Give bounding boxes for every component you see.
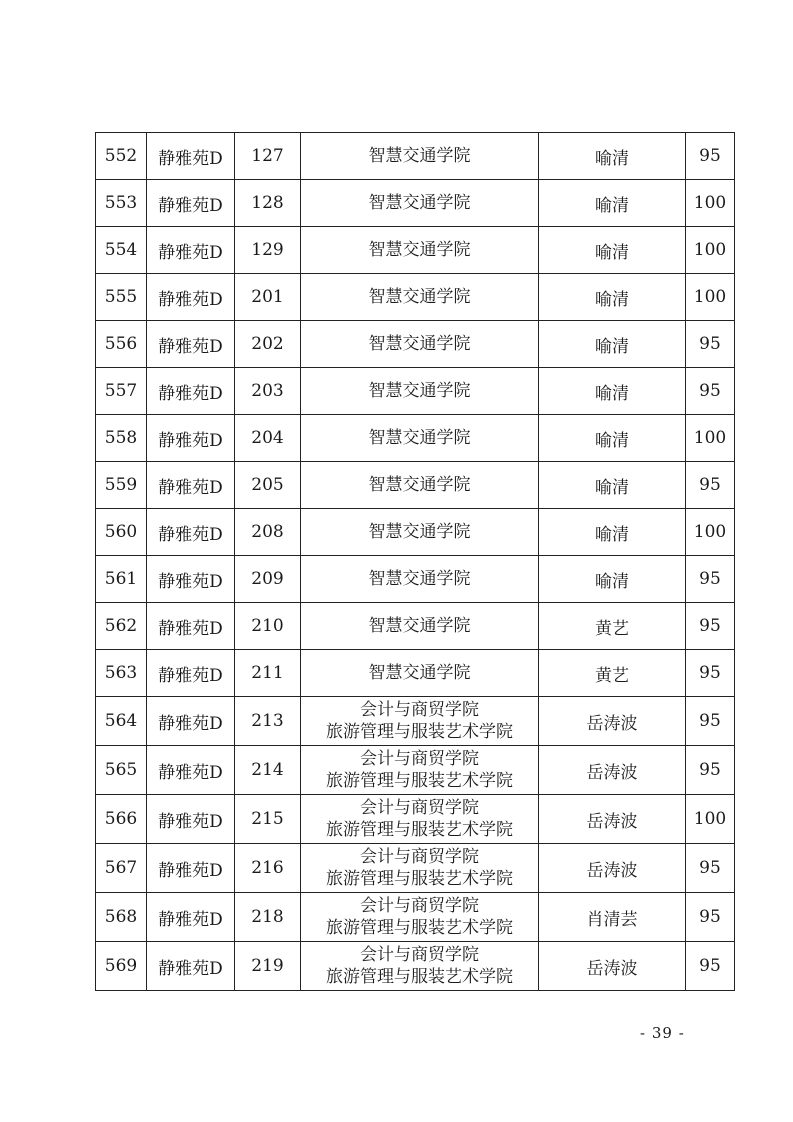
row-number-cell: 556 xyxy=(96,321,147,368)
row-number-cell: 562 xyxy=(96,603,147,650)
room-number-cell: 214 xyxy=(235,746,301,795)
table-row xyxy=(96,844,735,893)
score-cell: 95 xyxy=(686,942,735,991)
score-cell: 95 xyxy=(686,368,735,415)
college-cell xyxy=(301,603,539,650)
college-name: 旅游管理与服装艺术学院 xyxy=(326,820,513,840)
row-number-cell: 566 xyxy=(96,795,147,844)
college-cell xyxy=(301,942,539,991)
score-cell: 100 xyxy=(686,180,735,227)
table-row xyxy=(96,697,735,746)
room-number-cell: 205 xyxy=(235,462,301,509)
room-number-cell: 202 xyxy=(235,321,301,368)
score-cell: 100 xyxy=(686,274,735,321)
room-number-cell: 204 xyxy=(235,415,301,462)
teacher-cell: 喻清 xyxy=(539,368,686,415)
row-number-cell: 563 xyxy=(96,650,147,697)
college-name: 旅游管理与服装艺术学院 xyxy=(326,869,513,889)
table-row xyxy=(96,746,735,795)
room-number-cell: 218 xyxy=(235,893,301,942)
row-number-cell: 552 xyxy=(96,133,147,180)
page-number: - 39 - xyxy=(640,1024,685,1042)
teacher-cell: 黄艺 xyxy=(539,650,686,697)
teacher-cell: 喻清 xyxy=(539,227,686,274)
row-number-cell: 569 xyxy=(96,942,147,991)
building-cell: 静雅苑D xyxy=(147,180,235,227)
college-name: 智慧交通学院 xyxy=(368,522,471,542)
college-name: 智慧交通学院 xyxy=(368,475,471,495)
teacher-cell: 喻清 xyxy=(539,462,686,509)
row-number-cell: 568 xyxy=(96,893,147,942)
row-number-cell: 565 xyxy=(96,746,147,795)
building-cell: 静雅苑D xyxy=(147,650,235,697)
college-cell xyxy=(301,133,539,180)
college-name: 会计与商贸学院 xyxy=(360,945,479,965)
teacher-cell: 肖清芸 xyxy=(539,893,686,942)
college-name: 智慧交通学院 xyxy=(368,334,471,354)
college-name: 智慧交通学院 xyxy=(368,616,471,636)
teacher-cell: 岳涛波 xyxy=(539,746,686,795)
building-cell: 静雅苑D xyxy=(147,415,235,462)
room-number-cell: 203 xyxy=(235,368,301,415)
room-number-cell: 210 xyxy=(235,603,301,650)
college-cell xyxy=(301,227,539,274)
college-cell xyxy=(301,697,539,746)
building-cell: 静雅苑D xyxy=(147,556,235,603)
college-name: 会计与商贸学院 xyxy=(360,896,479,916)
table-row xyxy=(96,180,735,227)
college-name: 智慧交通学院 xyxy=(368,569,471,589)
room-number-cell: 216 xyxy=(235,844,301,893)
table-row xyxy=(96,368,735,415)
college-name: 旅游管理与服装艺术学院 xyxy=(326,722,513,742)
room-number-cell: 213 xyxy=(235,697,301,746)
table-row xyxy=(96,556,735,603)
college-name: 智慧交通学院 xyxy=(368,381,471,401)
college-name: 旅游管理与服装艺术学院 xyxy=(326,918,513,938)
row-number-cell: 564 xyxy=(96,697,147,746)
building-cell: 静雅苑D xyxy=(147,697,235,746)
score-cell: 95 xyxy=(686,321,735,368)
college-name: 智慧交通学院 xyxy=(368,146,471,166)
score-cell: 95 xyxy=(686,844,735,893)
room-number-cell: 219 xyxy=(235,942,301,991)
row-number-cell: 559 xyxy=(96,462,147,509)
teacher-cell: 岳涛波 xyxy=(539,844,686,893)
building-cell: 静雅苑D xyxy=(147,509,235,556)
building-cell: 静雅苑D xyxy=(147,321,235,368)
score-cell: 100 xyxy=(686,415,735,462)
table-row xyxy=(96,462,735,509)
score-cell: 95 xyxy=(686,697,735,746)
building-cell: 静雅苑D xyxy=(147,795,235,844)
building-cell: 静雅苑D xyxy=(147,893,235,942)
table-row xyxy=(96,321,735,368)
college-cell xyxy=(301,368,539,415)
score-cell: 95 xyxy=(686,603,735,650)
building-cell: 静雅苑D xyxy=(147,844,235,893)
dormitory-score-table xyxy=(95,132,735,991)
college-cell xyxy=(301,180,539,227)
college-name: 智慧交通学院 xyxy=(368,663,471,683)
table-row xyxy=(96,415,735,462)
room-number-cell: 211 xyxy=(235,650,301,697)
room-number-cell: 127 xyxy=(235,133,301,180)
college-cell xyxy=(301,415,539,462)
score-cell: 95 xyxy=(686,746,735,795)
row-number-cell: 567 xyxy=(96,844,147,893)
college-cell xyxy=(301,509,539,556)
score-cell: 100 xyxy=(686,795,735,844)
teacher-cell: 岳涛波 xyxy=(539,942,686,991)
college-name: 会计与商贸学院 xyxy=(360,700,479,720)
score-cell: 100 xyxy=(686,227,735,274)
college-name: 智慧交通学院 xyxy=(368,240,471,260)
college-name: 智慧交通学院 xyxy=(368,287,471,307)
room-number-cell: 209 xyxy=(235,556,301,603)
table-row xyxy=(96,893,735,942)
score-cell: 95 xyxy=(686,893,735,942)
row-number-cell: 561 xyxy=(96,556,147,603)
room-number-cell: 129 xyxy=(235,227,301,274)
teacher-cell: 喻清 xyxy=(539,556,686,603)
building-cell: 静雅苑D xyxy=(147,133,235,180)
college-name: 智慧交通学院 xyxy=(368,193,471,213)
table-row xyxy=(96,133,735,180)
row-number-cell: 555 xyxy=(96,274,147,321)
table-row xyxy=(96,650,735,697)
score-cell: 95 xyxy=(686,650,735,697)
building-cell: 静雅苑D xyxy=(147,746,235,795)
room-number-cell: 208 xyxy=(235,509,301,556)
teacher-cell: 喻清 xyxy=(539,415,686,462)
college-cell xyxy=(301,556,539,603)
college-name: 旅游管理与服装艺术学院 xyxy=(326,771,513,791)
teacher-cell: 岳涛波 xyxy=(539,697,686,746)
college-cell xyxy=(301,462,539,509)
table-row xyxy=(96,603,735,650)
college-cell xyxy=(301,893,539,942)
teacher-cell: 岳涛波 xyxy=(539,795,686,844)
teacher-cell: 喻清 xyxy=(539,133,686,180)
college-cell xyxy=(301,321,539,368)
row-number-cell: 557 xyxy=(96,368,147,415)
table-body xyxy=(96,133,735,991)
room-number-cell: 201 xyxy=(235,274,301,321)
college-cell xyxy=(301,795,539,844)
row-number-cell: 554 xyxy=(96,227,147,274)
score-cell: 95 xyxy=(686,462,735,509)
table-row xyxy=(96,795,735,844)
table-row xyxy=(96,227,735,274)
college-cell xyxy=(301,844,539,893)
college-cell xyxy=(301,274,539,321)
score-cell: 95 xyxy=(686,556,735,603)
building-cell: 静雅苑D xyxy=(147,227,235,274)
room-number-cell: 215 xyxy=(235,795,301,844)
table-row xyxy=(96,509,735,556)
building-cell: 静雅苑D xyxy=(147,942,235,991)
table-row xyxy=(96,942,735,991)
college-name: 会计与商贸学院 xyxy=(360,749,479,769)
college-name: 智慧交通学院 xyxy=(368,428,471,448)
teacher-cell: 黄艺 xyxy=(539,603,686,650)
college-name: 旅游管理与服装艺术学院 xyxy=(326,967,513,987)
teacher-cell: 喻清 xyxy=(539,321,686,368)
room-number-cell: 128 xyxy=(235,180,301,227)
college-name: 会计与商贸学院 xyxy=(360,798,479,818)
row-number-cell: 558 xyxy=(96,415,147,462)
row-number-cell: 553 xyxy=(96,180,147,227)
teacher-cell: 喻清 xyxy=(539,509,686,556)
building-cell: 静雅苑D xyxy=(147,274,235,321)
building-cell: 静雅苑D xyxy=(147,368,235,415)
score-cell: 95 xyxy=(686,133,735,180)
row-number-cell: 560 xyxy=(96,509,147,556)
building-cell: 静雅苑D xyxy=(147,603,235,650)
score-cell: 100 xyxy=(686,509,735,556)
teacher-cell: 喻清 xyxy=(539,274,686,321)
college-cell xyxy=(301,746,539,795)
table-row xyxy=(96,274,735,321)
college-name: 会计与商贸学院 xyxy=(360,847,479,867)
building-cell: 静雅苑D xyxy=(147,462,235,509)
teacher-cell: 喻清 xyxy=(539,180,686,227)
college-cell xyxy=(301,650,539,697)
